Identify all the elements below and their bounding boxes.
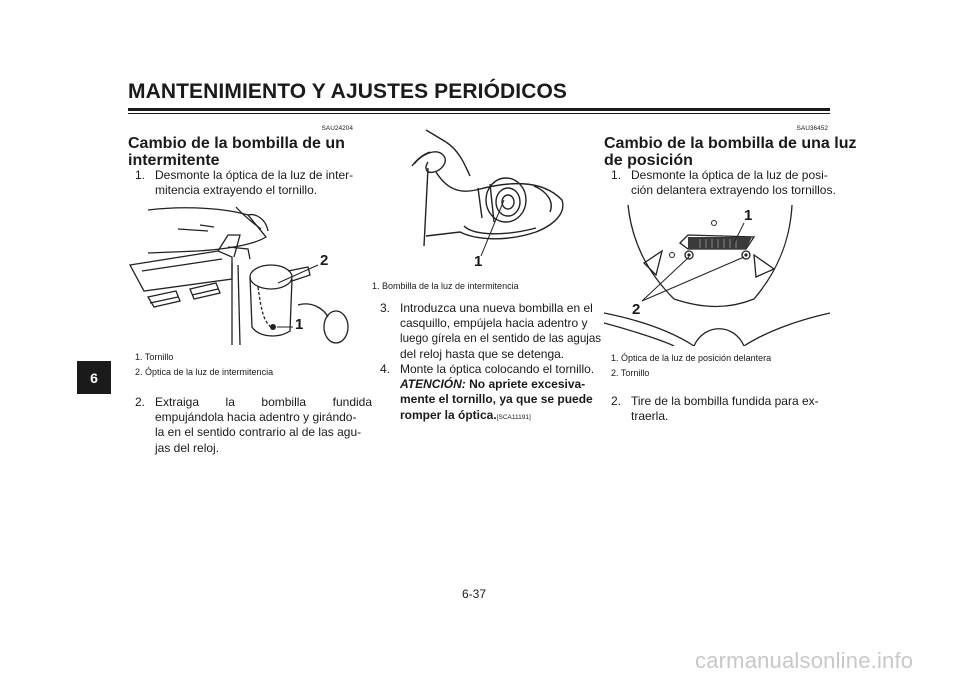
step-text: empujándola hacia adentro y girándo- (155, 410, 357, 425)
attention-text: mente el tornillo, ya que se puede (400, 392, 593, 407)
step-text: jas del reloj. (155, 440, 220, 455)
step-text: Introduzca una nueva bombilla en el (400, 301, 593, 315)
attention-line (400, 377, 610, 392)
callout-label: 2 (320, 252, 329, 269)
callout-label: 1 (474, 253, 483, 270)
section-heading-turn-signal (128, 135, 345, 169)
heading-line: Cambio de la bombilla de una luz (604, 135, 857, 152)
chapter-tab: 6 (77, 361, 111, 394)
header-rule (128, 108, 830, 111)
step-number: 2. (135, 395, 146, 409)
step-item (611, 394, 851, 424)
figure-turn-signal-bulb (366, 128, 591, 276)
step-number: 3. (380, 301, 391, 315)
figure-captions (611, 351, 771, 381)
section-code: SAU24204 (321, 125, 353, 132)
figure-position-light (604, 203, 830, 346)
section-code: SAU36452 (796, 125, 828, 132)
step-text: Extraiga la bombilla fundida (155, 395, 372, 409)
figure-turn-signal-lens (128, 205, 353, 345)
attention-text: No apriete excesiva- (465, 377, 586, 392)
step-item (611, 168, 851, 198)
step-text: mitencia extrayendo el tornillo. (155, 183, 318, 198)
callout-label: 1 (295, 316, 304, 333)
attention-label: ATENCIÓN: (400, 377, 466, 392)
step-text: ción delantera extrayendo los tornillos. (631, 183, 836, 198)
step-text: Monte la óptica colocando el tornillo. (400, 362, 595, 376)
figure-caption: 1. Bombilla de la luz de intermitencia (372, 281, 519, 291)
step-text: del reloj hasta que se detenga. (400, 346, 565, 361)
step-item (135, 395, 372, 456)
step-text: Tire de la bombilla fundida para ex- (631, 394, 819, 408)
step-text: casquillo, empújela hacia adentro y (400, 316, 588, 331)
step-text: luego gírela en el sentido de las agujas (400, 332, 602, 346)
caption-item: 2. Tornillo (611, 368, 650, 378)
figure-captions (135, 350, 273, 380)
header-rule-thin (128, 113, 830, 114)
step-number: 1. (135, 168, 146, 182)
position-light-illustration (604, 203, 830, 346)
heading-line: intermitente (128, 152, 220, 169)
step-item (135, 168, 372, 198)
step-text: la en el sentido contrario al de las agu- (155, 425, 362, 440)
callout-label: 2 (632, 301, 641, 318)
page-title: MANTENIMIENTO Y AJUSTES PERIÓDICOS (128, 80, 568, 103)
heading-line: Cambio de la bombilla de un (128, 135, 345, 152)
step-text: Desmonte la óptica de la luz de posi- (631, 168, 828, 182)
attention-code: [SCA11191] (496, 413, 531, 421)
heading-line: de posición (604, 152, 693, 169)
attention-text: romper la óptica. (400, 407, 497, 422)
step-item (380, 301, 610, 362)
caption-item: 2. Óptica de la luz de intermitencia (135, 367, 274, 377)
page-number: 6-37 (462, 587, 487, 601)
turn-signal-illustration (128, 205, 353, 345)
step-text: traerla. (631, 409, 669, 424)
watermark[interactable]: carmanualsonline.info (695, 648, 914, 673)
section-heading-position-light (604, 135, 856, 169)
step-text: Desmonte la óptica de la luz de inter- (155, 168, 354, 182)
step-number: 4. (380, 362, 391, 376)
step-number: 2. (611, 394, 622, 408)
caption-item: 1. Óptica de la luz de posición delantera (611, 353, 772, 363)
attention-line (400, 408, 610, 425)
step-number: 1. (611, 168, 622, 182)
callout-label: 1 (744, 207, 753, 224)
step-item (380, 362, 610, 425)
caption-item: 1. Tornillo (135, 352, 174, 362)
